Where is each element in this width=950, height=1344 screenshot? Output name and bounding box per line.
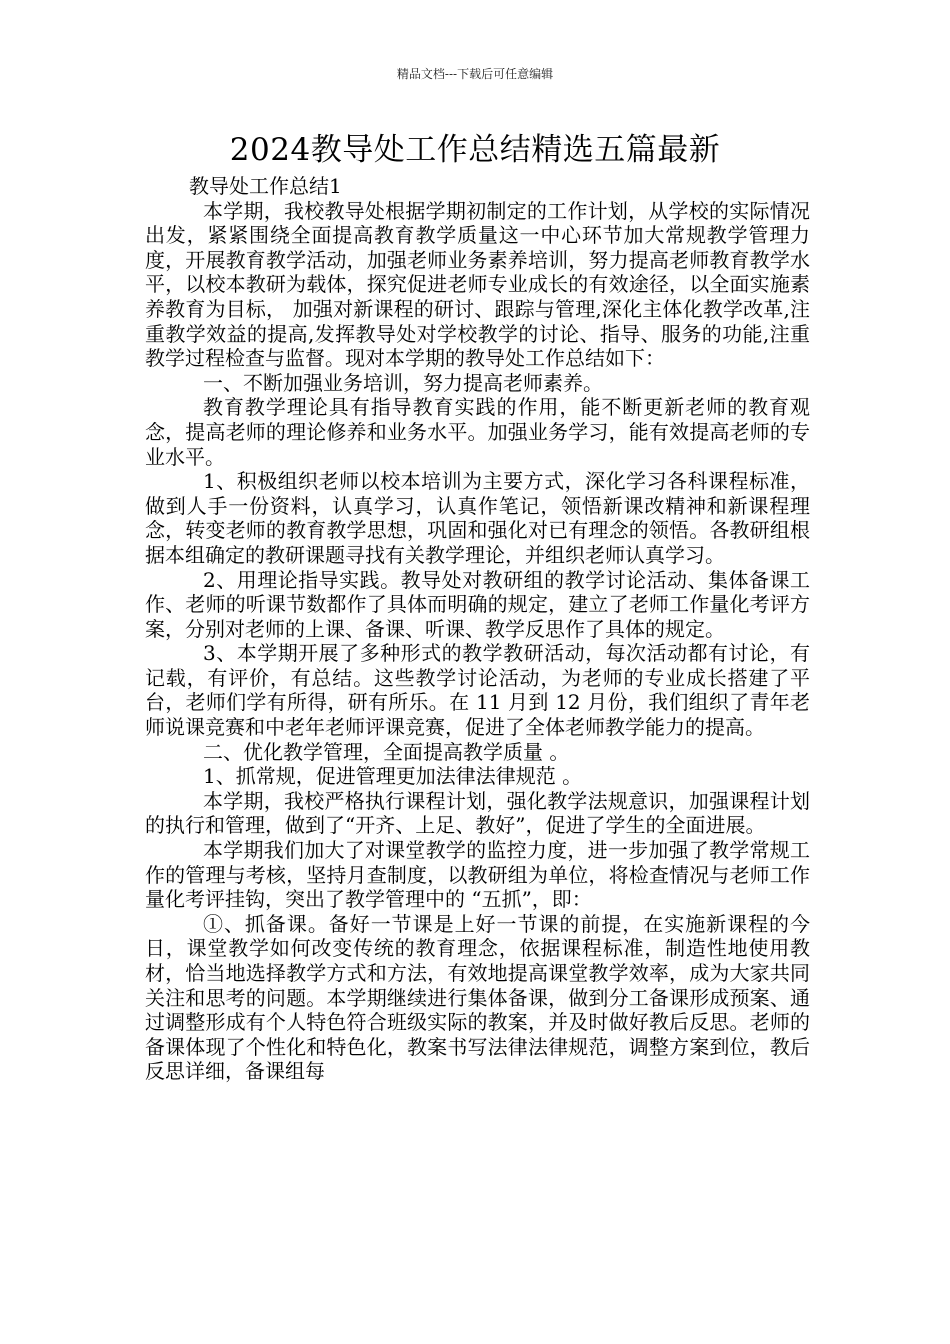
header-note: 精品文档---下载后可任意编辑 <box>396 67 554 81</box>
document-body <box>145 174 810 1084</box>
list-item-1: 1、积极组织老师以校本培训为主要方式，深化学习各科课程标准，做到人手一份资料，认真学习，认真作笔记，领悟新课改精神和新课程理念，转变老师的教育教学思想，巩固和强化对已有理念的领悟。各教研组根据本组确定的教研课题寻找有关教学理论，并组织老师认真学习。 <box>145 469 810 567</box>
intro-paragraph: 本学期，我校教导处根据学期初制定的工作计划，从学校的实际情况出发，紧紧围绕全面提高教育教学质量这一中心环节加大常规教学管理力度，开展教育教学活动，加强老师业务素养培训，努力提高老师教育教学水平，以校本教研为载体，探究促进老师专业成长的有效途径，以全面实施素养教育为目标， 加强对新课程的研讨、跟踪与管理,深化主体化教学改革,注重教学效益的提高,发挥教导处对学校教学的讨论、指导、服务的功能,注重教学过程检查与监督。现对本学期的教导处工作总结如下： <box>145 198 810 371</box>
subheading-2-1: 1、抓常规，促进管理更加法律法律规范 。 <box>203 764 583 789</box>
paragraph: 教育教学理论具有指导教育实践的作用，能不断更新老师的教育观念，提高老师的理论修养和业务水平。加强业务学习，能有效提高老师的专业水平。 <box>145 395 810 469</box>
page-title: 2024教导处工作总结精选五篇最新 <box>229 132 721 168</box>
list-item-3: 3、本学期开展了多种形式的教学教研活动，每次活动都有讨论，有记载，有评价，有总结。这些教学讨论活动，为老师的专业成长搭建了平台，老师们学有所得，研有所乐。在 11 月到 12 月份，我们组织了青年老师说课竞赛和中老年老师评课竞赛，促进了全体老师教学能力的提高。 <box>145 641 810 740</box>
heading-2: 二、优化教学管理，全面提高教学质量 。 <box>203 739 570 764</box>
paragraph-beike: ①、抓备课。备好一节课是上好一节课的前提，在实施新课程的今日，课堂教学如何改变传统的教育理念，依据课程标准，制造性地使用教材，恰当地选择教学方式和方法，有效地提高课堂教学效率，成为大家共同关注和思考的问题。本学期继续进行集体备课，做到分工备课形成预案、通过调整形成有个人特色符合班级实际的教案，并及时做好教后反思。老师的备课体现了个性化和特色化，教案书写法律法律规范，调整方案到位，教后反思详细，备课组每 <box>145 911 810 1084</box>
list-item-2: 2、用理论指导实践。教导处对教研组的教学讨论活动、集体备课工作、老师的听课节数都作了具体而明确的规定，建立了老师工作量化考评方案，分别对老师的上课、备课、听课、教学反思作了具体的规定。 <box>145 567 810 641</box>
paragraph: 本学期，我校严格执行课程计划，强化教学法规意识，加强课程计划的执行和管理，做到了“开齐、上足、教好”，促进了学生的全面进展。 <box>145 788 810 838</box>
paragraph: 本学期我们加大了对课堂教学的监控力度，进一步加强了教学常规工作的管理与考核，坚持月查制度，以教研组为单位，将检查情况与老师工作量化考评挂钩，突出了教学管理中的 “五抓”，即： <box>145 838 810 912</box>
heading-1: 一、不断加强业务培训，努力提高老师素养。 <box>203 370 603 395</box>
section-heading: 教导处工作总结1 <box>189 174 342 198</box>
